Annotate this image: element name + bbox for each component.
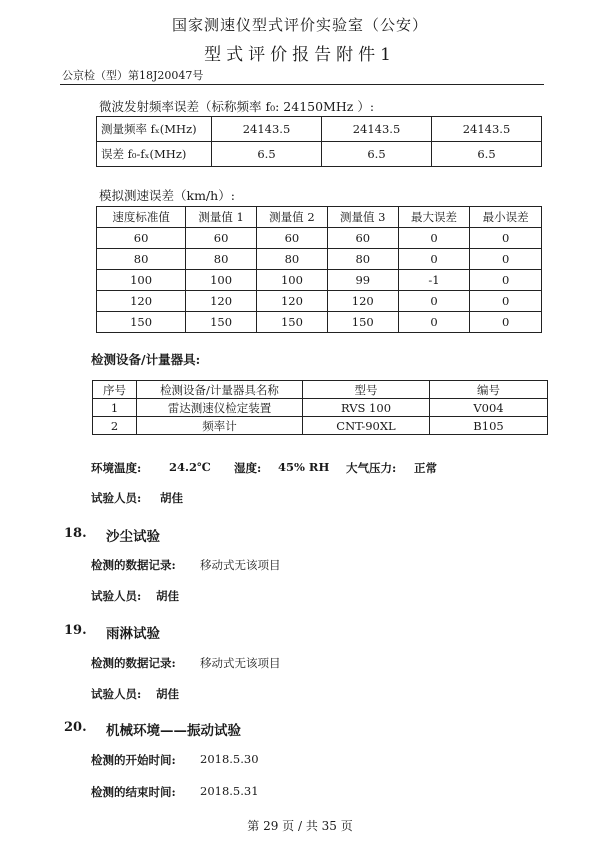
table-cell: 0 (470, 228, 542, 249)
doc-number: 公京检（型）第18J20047号 (62, 69, 204, 82)
table-cell: 0 (398, 249, 470, 270)
table-row (97, 142, 542, 167)
table-cell: 150 (327, 312, 398, 333)
tester-label: 试验人员: (91, 589, 142, 603)
table-cell: 60 (257, 228, 328, 249)
start-time-value: 2018.5.30 (200, 752, 259, 766)
table-cell: -1 (398, 270, 470, 291)
tester-name: 胡佳 (156, 687, 179, 701)
table-row (97, 312, 542, 333)
table-cell: B105 (430, 417, 548, 435)
speed-table (96, 206, 542, 333)
table-header: 序号 (93, 381, 137, 399)
lab-name: 国家测速仪型式评价实验室（公安） (171, 16, 428, 34)
table-row (97, 249, 542, 270)
table-cell: 6.5 (432, 142, 542, 167)
table-cell: 0 (398, 228, 470, 249)
table-row (97, 270, 542, 291)
table-cell: 6.5 (322, 142, 432, 167)
table-cell: 120 (97, 291, 186, 312)
section-number: 20. (64, 720, 87, 735)
table-cell: 测量频率 fₓ(MHz) (97, 117, 212, 142)
table-cell: 99 (327, 270, 398, 291)
table-header: 检测设备/计量器具名称 (137, 381, 303, 399)
tester-label: 试验人员: (91, 687, 142, 701)
table-header: 型号 (303, 381, 430, 399)
record-label: 检测的数据记录: (91, 656, 176, 670)
table-header-row (93, 381, 548, 399)
table-row (97, 228, 542, 249)
section-title: 雨淋试验 (106, 626, 160, 642)
table-cell: 24143.5 (212, 117, 322, 142)
table-cell: 0 (398, 312, 470, 333)
table-header: 速度标准值 (97, 207, 186, 228)
table-header: 编号 (430, 381, 548, 399)
doc-title: 型式评价报告附件1 (204, 45, 396, 65)
table-cell: 0 (470, 249, 542, 270)
section-title: 机械环境——振动试验 (106, 723, 241, 739)
env-humidity-label: 湿度: (234, 461, 262, 475)
env-temp-label: 环境温度: (91, 461, 142, 475)
end-time-value: 2018.5.31 (200, 784, 259, 798)
end-time-label: 检测的结束时间: (91, 785, 176, 799)
section-number: 19. (64, 623, 87, 638)
record-value: 移动式无该项目 (200, 558, 281, 572)
section-number: 18. (64, 526, 87, 541)
equipment-title: 检测设备/计量器具: (91, 352, 201, 367)
table-cell: 120 (327, 291, 398, 312)
table-cell: 150 (186, 312, 257, 333)
start-time-label: 检测的开始时间: (91, 753, 176, 767)
table-cell: 80 (186, 249, 257, 270)
record-label: 检测的数据记录: (91, 558, 176, 572)
table-header: 测量值 3 (327, 207, 398, 228)
table-row (97, 117, 542, 142)
table-cell: 100 (257, 270, 328, 291)
table-row (93, 417, 548, 435)
table-header-row (97, 207, 542, 228)
table-cell: 80 (327, 249, 398, 270)
table-row (97, 291, 542, 312)
table-cell: 雷达测速仪检定装置 (137, 399, 303, 417)
table-cell: V004 (430, 399, 548, 417)
table-header: 测量值 1 (186, 207, 257, 228)
record-value: 移动式无该项目 (200, 656, 281, 670)
table-cell: 60 (327, 228, 398, 249)
table-cell: 120 (186, 291, 257, 312)
table-cell: 24143.5 (432, 117, 542, 142)
table-cell: 100 (97, 270, 186, 291)
table-cell: 1 (93, 399, 137, 417)
table-cell: 60 (97, 228, 186, 249)
table-cell: 60 (186, 228, 257, 249)
table-header: 最大误差 (398, 207, 470, 228)
table-cell: 80 (97, 249, 186, 270)
tester-name: 胡佳 (156, 589, 179, 603)
table-row (93, 399, 548, 417)
table-header: 测量值 2 (257, 207, 328, 228)
table-cell: 2 (93, 417, 137, 435)
table-cell: 0 (470, 270, 542, 291)
speed-title: 模拟测速误差（km/h）: (99, 188, 235, 203)
page-number: 第 29 页 / 共 35 页 (247, 819, 353, 833)
table-cell: 0 (470, 312, 542, 333)
equipment-table (92, 380, 548, 435)
table-cell: 6.5 (212, 142, 322, 167)
table-cell: RVS 100 (303, 399, 430, 417)
table-cell: 100 (186, 270, 257, 291)
microwave-title: 微波发射频率误差（标称频率 f₀: 24150MHz ）: (99, 99, 375, 114)
table-cell: CNT-90XL (303, 417, 430, 435)
header-rule (60, 84, 544, 85)
table-cell: 频率计 (137, 417, 303, 435)
env-humidity-value: 45% RH (278, 460, 330, 474)
table-cell: 误差 f₀-fₓ(MHz) (97, 142, 212, 167)
table-cell: 150 (97, 312, 186, 333)
section-title: 沙尘试验 (106, 529, 160, 545)
table-cell: 120 (257, 291, 328, 312)
tester-label: 试验人员: (91, 491, 142, 505)
env-pressure-label: 大气压力: (346, 461, 397, 475)
env-temp-value: 24.2℃ (169, 460, 211, 474)
table-cell: 0 (470, 291, 542, 312)
table-header: 最小误差 (470, 207, 542, 228)
table-cell: 24143.5 (322, 117, 432, 142)
env-pressure-value: 正常 (414, 461, 437, 475)
table-cell: 150 (257, 312, 328, 333)
microwave-table (96, 116, 542, 167)
table-cell: 80 (257, 249, 328, 270)
tester-name: 胡佳 (160, 491, 183, 505)
table-cell: 0 (398, 291, 470, 312)
